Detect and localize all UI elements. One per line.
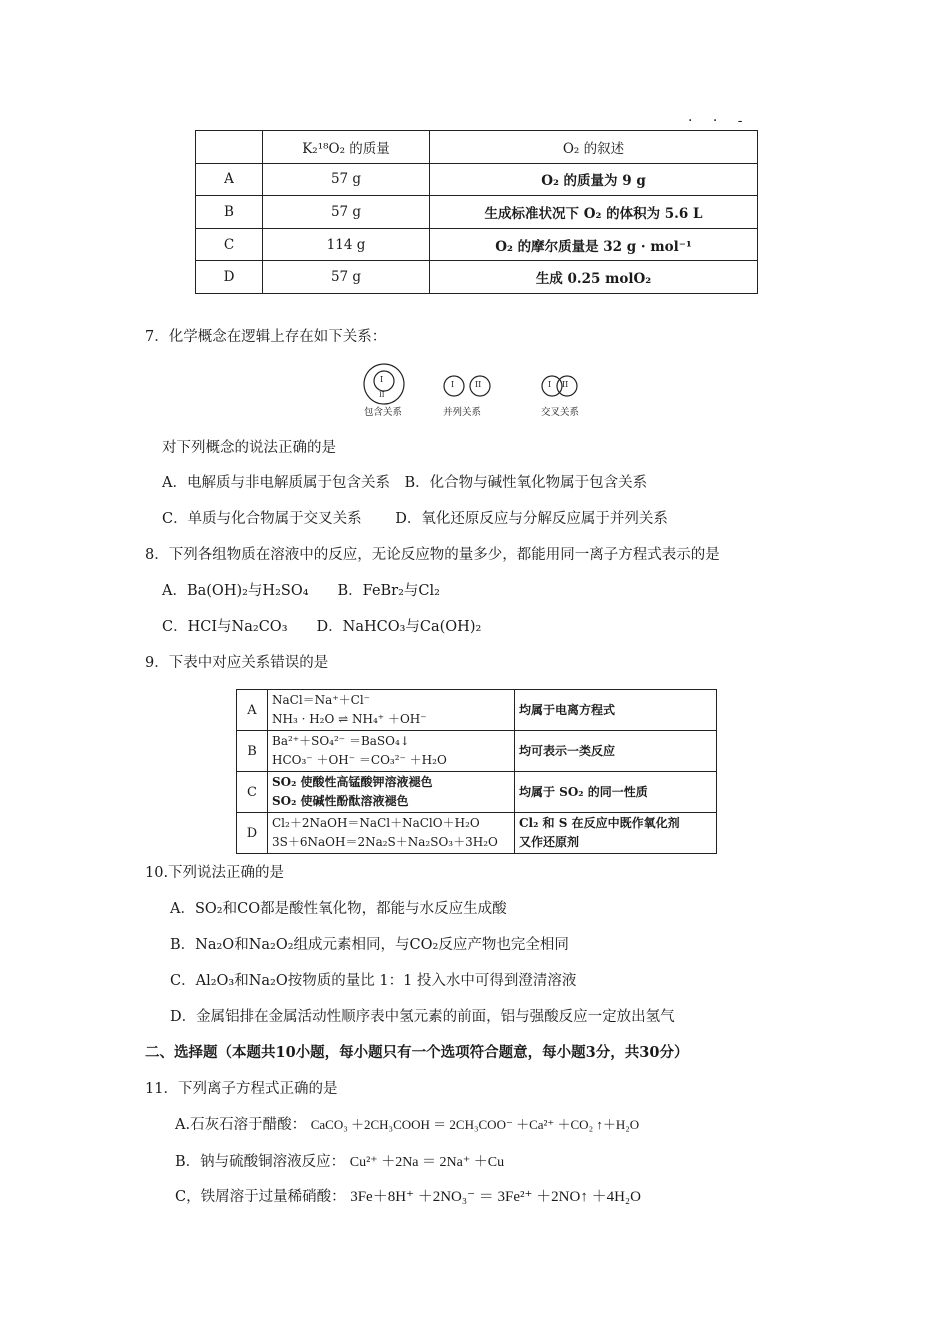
- row-key: B: [196, 196, 263, 229]
- q11-option-b: [175, 1152, 504, 1173]
- row-key: C: [196, 228, 263, 261]
- row-desc: 生成 0.25 molO₂: [430, 261, 758, 294]
- table-row: [196, 228, 758, 261]
- row-key: A: [196, 163, 263, 196]
- inclusion-inner-label: I: [380, 375, 384, 384]
- row-desc: O₂ 的摩尔质量是 32 g · mol⁻¹: [430, 228, 758, 261]
- intersect-label: 交叉关系: [541, 407, 580, 418]
- row-key: A: [237, 690, 268, 731]
- equation-line: Ba²⁺＋SO₄²⁻ ＝BaSO₄↓: [272, 734, 410, 748]
- relation-diagram: [355, 362, 605, 417]
- row-key: D: [237, 813, 268, 854]
- equation-line: HCO₃⁻ ＋OH⁻ ＝CO₃²⁻ ＋H₂O: [272, 753, 447, 767]
- q7-options-ab: A．电解质与非电解质属于包含关系 B．化合物与碱性氧化物属于包含关系: [162, 475, 648, 491]
- equation-line: Cl₂＋2NaOH＝NaCl＋NaClO＋H₂O: [272, 816, 480, 830]
- option-equation: CaCO₃ ＋2CH₃COOH ＝ 2CH₃COO⁻ ＋Ca²⁺ ＋CO₂ ↑＋H₂O: [310, 1117, 640, 1132]
- q10-stem: 10.下列说法正确的是: [145, 865, 285, 881]
- equation-line: SO₂ 使碱性酚酞溶液褪色: [272, 794, 409, 808]
- q10-option-d: D．金属铝排在金属活动性顺序表中氢元素的前面，铝与强酸反应一定放出氢气: [170, 1009, 675, 1025]
- q9-stem: 9．下表中对应关系错误的是: [145, 655, 329, 671]
- option-equation: 3Fe＋8H⁺ ＋2NO₃⁻ ＝ 3Fe²⁺ ＋2NO↑ ＋4H₂O: [350, 1189, 641, 1205]
- table-row: [196, 163, 758, 196]
- q7-sub: 对下列概念的说法正确的是: [162, 440, 336, 456]
- q8-options-cd: C．HCI与Na₂CO₃ D．NaHCO₃与Ca(OH)₂: [162, 619, 482, 635]
- equation-line: NaCl＝Na⁺＋Cl⁻: [272, 693, 371, 707]
- desc-line: Cl₂ 和 S 在反应中既作氧化剂: [519, 816, 680, 830]
- option-label: B．钠与硫酸铜溶液反应：: [175, 1154, 346, 1170]
- table-row: [237, 813, 717, 854]
- row-desc: 均属于 SO₂ 的同一性质: [515, 772, 717, 813]
- row-key: B: [237, 731, 268, 772]
- row-desc: 生成标准状况下 O₂ 的体积为 5.6 L: [430, 196, 758, 229]
- row-equations: [268, 731, 515, 772]
- intersect-b-label: II: [562, 380, 569, 389]
- table-header-row: [196, 131, 758, 164]
- q8-options-ab: A．Ba(OH)₂与H₂SO₄ B．FeBr₂与Cl₂: [162, 583, 440, 599]
- q10-option-c: C．Al₂O₃和Na₂O按物质的量比 1：1 投入水中可得到澄清溶液: [170, 973, 577, 989]
- row-mass: 57 g: [263, 163, 430, 196]
- row-desc: 均可表示一类反应: [515, 731, 717, 772]
- table-row: [237, 731, 717, 772]
- row-equations: [268, 772, 515, 813]
- section-heading: 二、选择题（本题共10小题，每小题只有一个选项符合题意，每小题3分，共30分）: [145, 1044, 689, 1061]
- header-cell-empty: [196, 131, 263, 164]
- intersect-circle-a: [542, 376, 562, 396]
- desc-line: 又作还原剂: [519, 835, 580, 849]
- q10-option-a: A．SO₂和CO都是酸性氧化物，都能与水反应生成酸: [170, 901, 507, 917]
- parallel-a-label: I: [451, 380, 455, 389]
- row-desc: 均属于电离方程式: [515, 690, 717, 731]
- table-row: [237, 772, 717, 813]
- relation-table: [236, 689, 717, 854]
- row-mass: 114 g: [263, 228, 430, 261]
- table-row: [237, 690, 717, 731]
- top-marks: · · -: [688, 113, 751, 129]
- row-key: D: [196, 261, 263, 294]
- equation-line: 3S＋6NaOH＝2Na₂S＋Na₂SO₃＋3H₂O: [272, 835, 498, 849]
- header-cell-mass: K₂¹⁸O₂ 的质量: [263, 131, 430, 164]
- q11-stem: 11．下列离子方程式正确的是: [145, 1081, 338, 1097]
- equation-line: NH₃ · H₂O ⇌ NH₄⁺ ＋OH⁻: [272, 712, 427, 726]
- q11-option-c: [175, 1187, 641, 1207]
- mass-table: [195, 130, 758, 294]
- row-desc: O₂ 的质量为 9 g: [430, 163, 758, 196]
- table-row: [196, 196, 758, 229]
- header-cell-desc: O₂ 的叙述: [430, 131, 758, 164]
- equation-line: SO₂ 使酸性高锰酸钾溶液褪色: [272, 775, 433, 789]
- q7-options-cd: C．单质与化合物属于交叉关系 D．氧化还原反应与分解反应属于并列关系: [162, 511, 668, 527]
- table-row: [196, 261, 758, 294]
- parallel-label: 并列关系: [443, 407, 482, 418]
- q8-stem: 8．下列各组物质在溶液中的反应，无论反应物的量多少，都能用同一离子方程式表示的是: [145, 547, 720, 563]
- option-equation: Cu²⁺ ＋2Na ＝ 2Na⁺ ＋Cu: [349, 1155, 505, 1170]
- row-mass: 57 g: [263, 261, 430, 294]
- parallel-b-label: II: [475, 380, 482, 389]
- row-equations: [268, 690, 515, 731]
- option-label: A.石灰石溶于醋酸：: [175, 1117, 307, 1133]
- inner-circle: [374, 371, 394, 391]
- row-mass: 57 g: [263, 196, 430, 229]
- q7-stem: 7．化学概念在逻辑上存在如下关系：: [145, 329, 387, 345]
- q10-option-b: B．Na₂O和Na₂O₂组成元素相同，与CO₂反应产物也完全相同: [170, 937, 569, 953]
- row-equations: [268, 813, 515, 854]
- row-key: C: [237, 772, 268, 813]
- intersect-a-label: I: [548, 380, 552, 389]
- q11-option-a: [175, 1115, 639, 1135]
- inclusion-label: 包含关系: [364, 407, 403, 418]
- option-label: C，铁屑溶于过量稀硝酸：: [175, 1189, 346, 1205]
- row-desc: [515, 813, 717, 854]
- inclusion-outer-label: II: [379, 391, 385, 399]
